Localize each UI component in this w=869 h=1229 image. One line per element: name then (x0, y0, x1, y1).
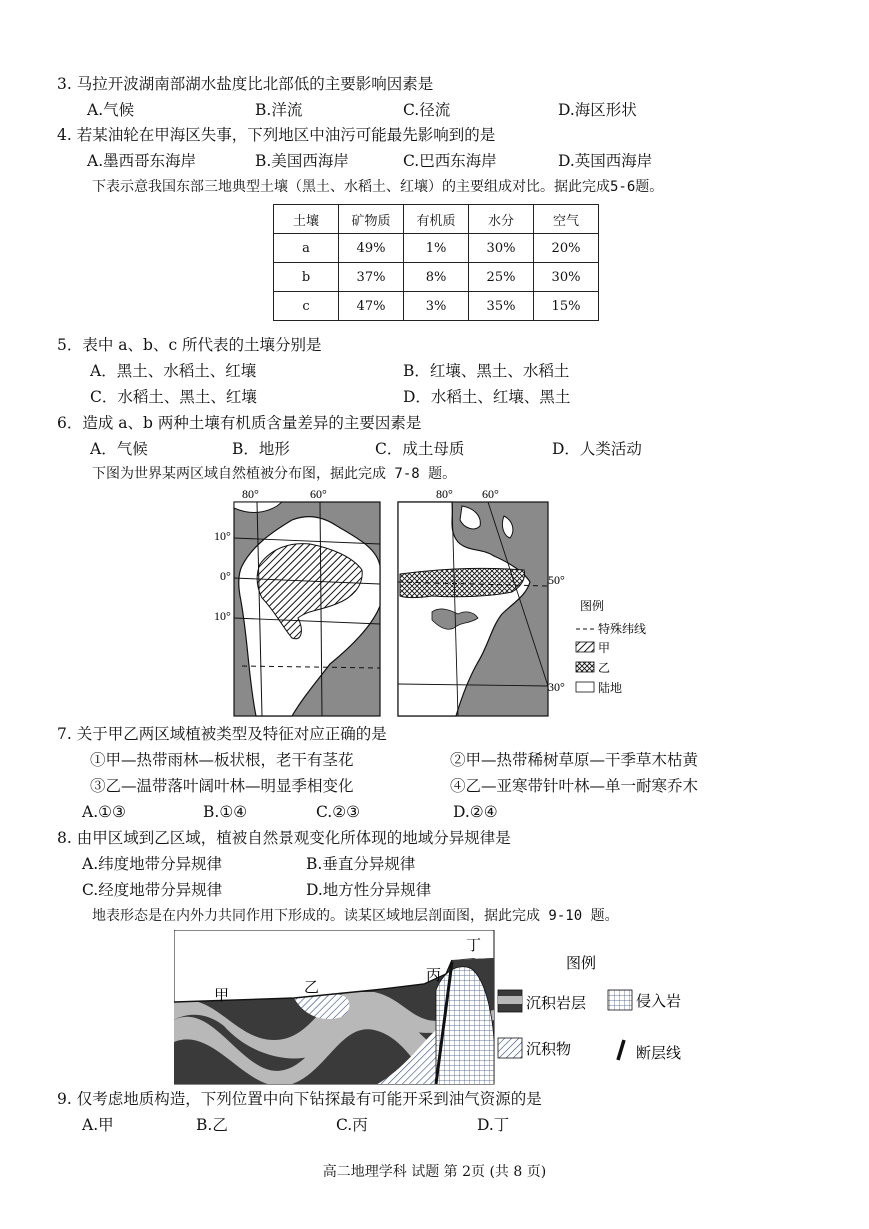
q8-option-c: C.经度地带分异规律 (82, 881, 223, 899)
q4-option-b: B.美国西海岸 (255, 152, 349, 170)
left-lon-80: 80° (242, 487, 259, 501)
q9-stem: 9. 仅考虑地质构造，下列位置中向下钻探最有可能开采到油气资源的是 (57, 1090, 542, 1108)
table-cell: 25% (469, 263, 534, 292)
q8-option-a: A.纬度地带分异规律 (82, 855, 223, 873)
q5-option-b: B．红壤、黑土、水稻土 (403, 362, 570, 380)
legend-intrusive-rock: 侵入岩 (636, 994, 682, 1010)
q9-option-a: A.甲 (82, 1116, 114, 1134)
legend-land: 陆地 (598, 681, 623, 695)
table-header: 矿物质 (339, 205, 404, 234)
q4-stem: 4. 若某油轮在甲海区失事，下列地区中油污可能最先影响到的是 (57, 126, 496, 144)
page-footer: 高二地理学科 试题 第 2页 (共 8 页) (322, 1164, 547, 1180)
table-cell: b (274, 263, 339, 292)
table-cell: 15% (534, 292, 599, 321)
site-bing: 丙 (426, 968, 442, 984)
q7-option-c: C.②③ (316, 803, 361, 821)
table-cell: 1% (404, 234, 469, 263)
north-america-map (398, 502, 548, 716)
legend-sediment: 沉积物 (526, 1042, 572, 1058)
soil-table (273, 204, 599, 321)
table-cell: 37% (339, 263, 404, 292)
q6-option-c: C．成土母质 (375, 440, 465, 458)
q6-option-a: A．气候 (90, 440, 148, 458)
q7-statement-2: ②甲—热带稀树草原—干季草木枯黄 (450, 751, 699, 769)
table-cell: 8% (404, 263, 469, 292)
legend-special-latitude: 特殊纬线 (598, 622, 647, 636)
q7-stem: 7. 关于甲乙两区域植被类型及特征对应正确的是 (57, 725, 387, 743)
table-cell: 35% (469, 292, 534, 321)
legend-fault-line: 断层线 (636, 1046, 682, 1062)
table-row (274, 234, 599, 263)
south-america-map (234, 502, 380, 716)
section-legend-title: 图例 (566, 956, 597, 972)
intro-5-6: 下表示意我国东部三地典型土壤（黑土、水稻土、红壤）的主要组成对比。据此完成5-6题。 (92, 179, 664, 195)
section-legend (498, 955, 681, 1062)
q7-statement-1: ①甲—热带雨林—板状根，老干有茎花 (90, 751, 354, 769)
q3-option-b: B.洋流 (255, 101, 303, 119)
q6-option-d: D．人类活动 (552, 440, 642, 458)
table-cell: 30% (469, 234, 534, 263)
q8-stem: 8. 由甲区域到乙区域，植被自然景观变化所体现的地域分异规律是 (57, 829, 511, 847)
table-header: 土壤 (274, 205, 339, 234)
q5-option-d: D．水稻土、红壤、黑土 (403, 388, 571, 406)
right-lat-30: 30° (548, 680, 565, 694)
q3-stem: 3. 马拉开波湖南部湖水盐度比北部低的主要影响因素是 (57, 75, 434, 93)
vegetation-map-figure (212, 486, 652, 720)
right-lon-80: 80° (436, 487, 453, 501)
intro-9-10: 地表形态是在内外力共同作用下形成的。读某区域地层剖面图，据此完成 9-10 题。 (92, 908, 619, 924)
left-lat-0: 0° (220, 569, 231, 583)
table-row (274, 292, 599, 321)
q8-option-b: B.垂直分异规律 (306, 855, 416, 873)
q3-option-d: D.海区形状 (558, 101, 637, 119)
table-header: 有机质 (404, 205, 469, 234)
left-lon-60: 60° (310, 487, 327, 501)
table-row (274, 263, 599, 292)
table-cell: 47% (339, 292, 404, 321)
site-yi: 乙 (304, 980, 320, 996)
q5-option-c: C．水稻土、黑土、红壤 (90, 388, 257, 406)
q3-option-a: A.气候 (87, 101, 135, 119)
q3-option-c: C.径流 (403, 101, 451, 119)
geologic-section-figure (174, 930, 714, 1086)
q5-stem: 5．表中 a、b、c 所代表的土壤分别是 (57, 336, 322, 354)
q7-option-d: D.②④ (453, 803, 498, 821)
q6-option-b: B．地形 (232, 440, 290, 458)
q8-option-d: D.地方性分异规律 (306, 881, 432, 899)
q4-option-d: D.英国西海岸 (558, 152, 653, 170)
q9-option-b: B.乙 (196, 1116, 228, 1134)
table-cell: 30% (534, 263, 599, 292)
intro-7-8: 下图为世界某两区域自然植被分布图，据此完成 7-8 题。 (92, 466, 457, 482)
legend-sedimentary-layer: 沉积岩层 (526, 996, 587, 1012)
q7-option-b: B.①④ (203, 803, 248, 821)
legend-yi: 乙 (598, 661, 611, 675)
table-cell: a (274, 234, 339, 263)
table-header: 空气 (534, 205, 599, 234)
map-legend (576, 598, 646, 695)
right-lat-50: 50° (548, 573, 565, 587)
q9-option-c: C.丙 (336, 1116, 368, 1134)
map-legend-title: 图例 (580, 599, 605, 613)
q5-option-a: A．黑土、水稻土、红壤 (90, 362, 257, 380)
table-cell: 49% (339, 234, 404, 263)
table-header-row (274, 205, 599, 234)
table-cell: 3% (404, 292, 469, 321)
table-cell: 20% (534, 234, 599, 263)
left-lat-10n: 10° (214, 529, 231, 543)
left-lat-10s: 10° (214, 609, 231, 623)
legend-jia: 甲 (598, 641, 611, 655)
q7-statement-3: ③乙—温带落叶阔叶林—明显季相变化 (90, 777, 354, 795)
right-lon-60: 60° (482, 487, 499, 501)
table-cell: c (274, 292, 339, 321)
q7-option-a: A.①③ (82, 803, 126, 821)
site-jia: 甲 (214, 988, 230, 1004)
q7-statement-4: ④乙—亚寒带针叶林—单一耐寒乔木 (450, 777, 699, 795)
q9-option-d: D.丁 (477, 1116, 510, 1134)
q4-option-c: C.巴西东海岸 (403, 152, 497, 170)
q4-option-a: A.墨西哥东海岸 (87, 152, 197, 170)
q6-stem: 6．造成 a、b 两种土壤有机质含量差异的主要因素是 (57, 414, 422, 432)
site-ding: 丁 (466, 938, 482, 954)
table-header: 水分 (469, 205, 534, 234)
